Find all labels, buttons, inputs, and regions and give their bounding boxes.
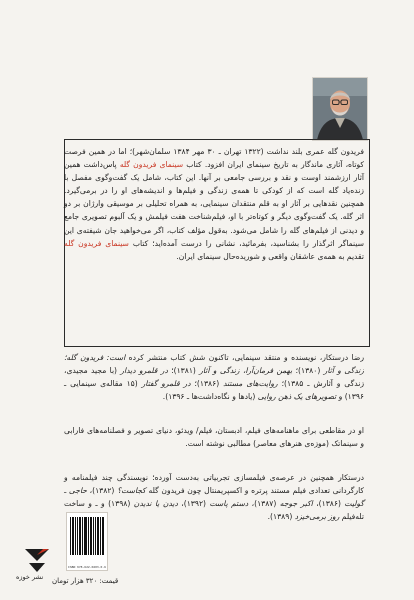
author-publications: او در مقاطعی برای ماهنامه‌های فیلم، ادبستان، فیلم/ ویدئو، دنیای تصویر و فصلنامه‌های فارابی و سینماتک (موزه‌ی هنرهای معاصر) مطالبی نوشته است.: [64, 426, 364, 449]
author-portrait: [312, 77, 368, 141]
publisher-name: نشر خوزه: [16, 573, 44, 581]
isbn-text: ISBN 978-622-6603-0-6: [68, 565, 106, 569]
author-filmography: درستکار همچنین در عرصه‌ی فیلمسازی تجربیاتی به‌دست آورده؛ نویسندگی چند فیلمنامه و کارگردانی تعدادی فیلم مستند پرتره و اکسپریمنتال چون فریدون گله کجاست؟ (۱۳۸۲)، حاجی ـ گولیت (۱۳۸۶)، اکبر جوجه (۱۳۸۷)، دستم پاست (۱۳۹۲)، دیدن یا ندیدن (۱۳۹۸) و ـ و ساخت تله‌فیلم روز برمی‌خیزد (۱۳۸۹).: [64, 473, 364, 522]
book-title-highlight: سینمای فریدون گله: [64, 238, 129, 248]
portrait-illustration: [313, 78, 367, 140]
author-bio: رضا درستکار، نویسنده و منتقد سینمایی، تاکنون شش کتاب منتشر کرده است: فریدون گله؛ زندگی و آثار (۱۳۸۰)؛ بهمن فرمان‌آرا، زندگی و آثار (۱۳۸۱)؛ در قلمرو دیدار (با مجید مجیدی، زندگی و آثارش ـ ۱۳۸۵)؛ روایت‌های مستند (۱۳۸۶)؛ در قلمرو گفتار (۱۵ مقاله‌ی سینمایی ـ ۱۳۹۶) و تصویرهای یک ذهن روایی (یادها و نگاه‌داشت‌ها ـ ۱۳۹۶).: [64, 353, 364, 402]
price-label: قیمت: ۳۲۰ هزار تومان: [52, 577, 119, 585]
barcode-icon: [67, 513, 107, 561]
book-title-highlight: سینمای فریدون گله: [119, 160, 184, 170]
synopsis-text: فریدون گله عمری بلند نداشت (۱۳۲۲ تهران ـ ۳۰ مهر ۱۳۸۴ سلمان‌شهر)؛ اما در همین فرصت کوتاه، آثاری ماندگار به تاریخ سینمای ایران افزود. کتاب سینمای فریدون گله پاس‌داشت همین آثار ارزشمند اوست و نقد و بررسی جامعی بر آنها. این کتاب، شامل یک گفت‌وگوی مفصل با زنده‌یاد گله است که از کودکی تا همه‌ی زندگی و فیلم‌ها و اندیشه‌های او را در برمی‌گیرد. همچنین نقدهایی بر آثار او به قلم منتقدان سینمایی، به همراه تحلیلی بر موسیقی وارژان بر دو اثر گله. یک گفت‌وگوی دیگر و کوتاه‌تر با او، فیلم‌شناخت هفت فیلمش و یک آلبوم تصویری جامع و دیدنی از فیلم‌های گله را شامل می‌شود. به‌قول مؤلف کتاب، اگر می‌خواهید جان شیفته‌ی این سینماگر اثرگذار را بشناسید، بفرمائید، نشانی را درست آمده‌اید؛ کتاب سینمای فریدون گله تقدیم به همه‌ی عاشقان واقعی و شوریده‌حال سینمای ایران.: [64, 147, 365, 261]
barcode: [66, 512, 108, 571]
